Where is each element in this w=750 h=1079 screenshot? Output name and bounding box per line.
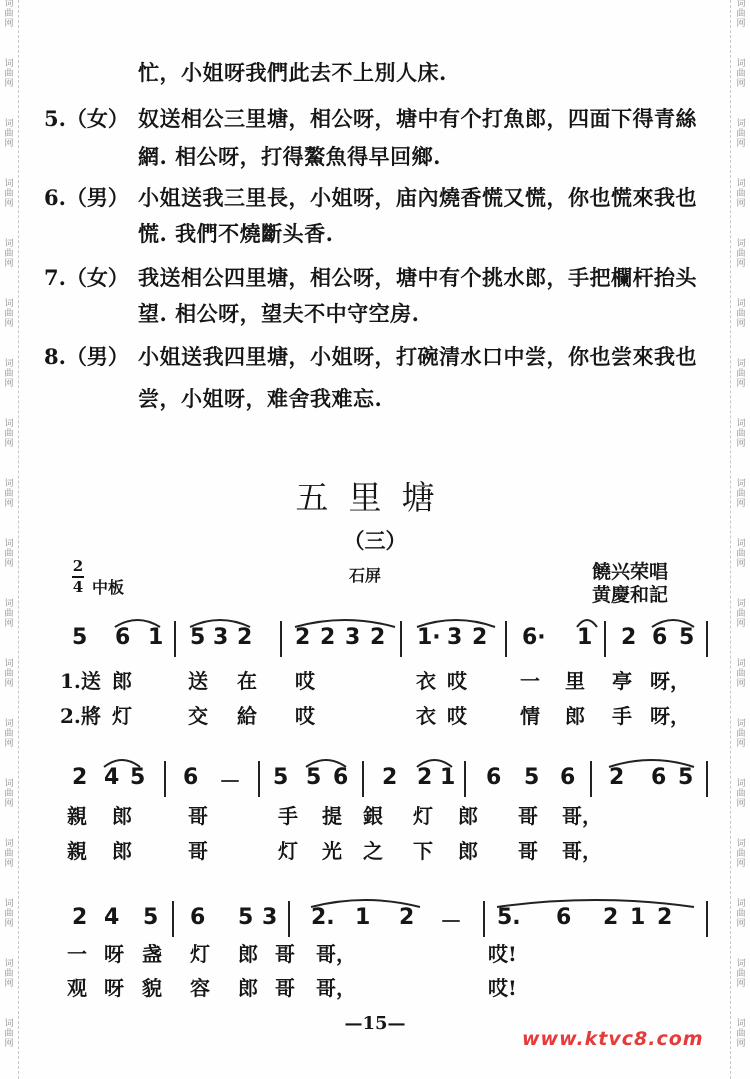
score-note: 2 <box>382 765 398 790</box>
score-lyric: 哎 <box>295 704 315 728</box>
score-lyric: 容 <box>190 976 210 1000</box>
score-note: 5 <box>678 765 694 790</box>
page-number: —15— <box>344 1013 406 1034</box>
slur <box>295 620 395 627</box>
score-lyric: 呀， <box>650 669 690 693</box>
slur <box>577 620 597 627</box>
score-lyric: 哎 <box>295 669 315 693</box>
side-watermark-text: 词 曲 网 <box>736 539 746 569</box>
score-lyric: 衣 <box>416 669 436 693</box>
side-watermark-text: 词 曲 网 <box>4 539 14 569</box>
side-watermark-text: 词 曲 网 <box>4 299 14 329</box>
side-watermark-text: 词 曲 网 <box>736 899 746 929</box>
score-lyric: 給 <box>237 704 257 728</box>
verse-line: 慌. 我們不燒斷头香. <box>138 221 334 246</box>
side-watermark-text: 词 曲 网 <box>4 179 14 209</box>
side-watermark-text: 词 曲 网 <box>4 899 14 929</box>
slur <box>609 760 694 767</box>
score-lyric: 郎 <box>112 669 132 693</box>
slur <box>306 760 346 767</box>
score-note: 6 <box>333 765 349 790</box>
score-lyric: 郎 <box>238 976 258 1000</box>
side-watermark-text: 词 曲 网 <box>736 59 746 89</box>
score-note: 5 <box>679 625 695 650</box>
score-lyric: 下 <box>413 839 433 863</box>
side-watermark-text: 词 曲 网 <box>736 239 746 269</box>
score-lyric: 哎! <box>488 976 517 1000</box>
score-note: 1 <box>148 625 164 650</box>
side-watermark-text: 词 曲 网 <box>4 959 14 989</box>
score-note: 1· <box>417 625 441 650</box>
score-note: 1 <box>355 905 371 930</box>
side-watermark-text: 词 曲 网 <box>4 419 14 449</box>
score-lyric: 哥 <box>188 804 208 828</box>
score-lyric: 灯 <box>413 804 433 828</box>
score-note: 6 <box>652 625 668 650</box>
score-lyric: 郎 <box>458 839 478 863</box>
score-lyric: 亭 <box>612 669 632 693</box>
side-watermark-text: 词 曲 网 <box>736 839 746 869</box>
score-lyric: 送 <box>188 669 208 693</box>
verse-line: 小姐送我三里長，小姐呀，庙內燒香慌又慌，你也慌來我也 <box>138 185 697 210</box>
score-note: 2 <box>237 625 253 650</box>
score-note: 6· <box>522 625 546 650</box>
score-note: 5 <box>273 765 289 790</box>
score-note: 5 <box>190 625 206 650</box>
verse-line: 忙，小姐呀我們此去不上別人床. <box>138 60 447 85</box>
side-watermark-text: 词 曲 网 <box>736 119 746 149</box>
side-watermark-text: 词 曲 网 <box>4 1019 14 1049</box>
score-note: 2 <box>417 765 433 790</box>
score-note: 2 <box>72 765 88 790</box>
score-lyric: 手 <box>278 804 298 828</box>
score-lyric: 哥 <box>275 976 295 1000</box>
score-lyric: 哥 <box>518 804 538 828</box>
score-lyric: 郎 <box>565 704 585 728</box>
score-lyric: 光 <box>322 839 342 863</box>
verse-number: 8.（男） <box>44 344 129 369</box>
verse-line: 小姐送我四里塘，小姐呀，打碗清水口中尝，你也尝來我也 <box>138 344 697 369</box>
singer: 饒兴荣唱 <box>592 561 669 583</box>
side-watermark-text: 词 曲 网 <box>4 599 14 629</box>
side-watermark-text: 词 曲 网 <box>736 299 746 329</box>
score-note: 4 <box>104 765 120 790</box>
side-watermark-text: 词 曲 网 <box>4 719 14 749</box>
side-watermark-text: 词 曲 网 <box>736 0 746 29</box>
score-lyric: 哥， <box>316 942 356 966</box>
score-note: 5 <box>306 765 322 790</box>
region: 石屏 <box>349 566 382 585</box>
score-note: 6 <box>115 625 131 650</box>
side-watermark-text: 词 曲 网 <box>736 1019 746 1049</box>
side-watermark-text: 词 曲 网 <box>736 659 746 689</box>
score-lyric: 灯 <box>278 839 298 863</box>
time-sig-top: 2 <box>72 557 84 575</box>
score-note: 1 <box>440 765 456 790</box>
side-watermark-text: 词 曲 网 <box>4 839 14 869</box>
slur <box>417 760 452 767</box>
score-note: 3 <box>345 625 361 650</box>
score-lyric: 2.將 <box>60 704 101 728</box>
score-lyric: 郎 <box>112 804 132 828</box>
verse-number: 7.（女） <box>44 265 129 290</box>
recorder: 黄慶和記 <box>592 584 669 606</box>
score-note: 2 <box>399 905 415 930</box>
score-lyric: 之 <box>363 839 383 863</box>
score-lyric: 呀 <box>104 976 124 1000</box>
verse-line: 望. 相公呀，望夫不中守空房. <box>138 301 420 326</box>
score-lyric: 呀， <box>650 704 690 728</box>
side-watermark-text: 词 曲 网 <box>736 779 746 809</box>
slur <box>652 620 694 627</box>
score-lyric: 一 <box>520 669 540 693</box>
score-note: 2 <box>609 765 625 790</box>
side-watermark-text: 词 曲 网 <box>4 239 14 269</box>
side-watermark-text: 词 曲 网 <box>736 479 746 509</box>
score-lyric: 郎 <box>458 804 478 828</box>
slur <box>417 620 495 627</box>
score-note: 3 <box>447 625 463 650</box>
score-lyric: 情 <box>520 704 540 728</box>
score-note: 6 <box>190 905 206 930</box>
side-watermark-text: 词 曲 网 <box>736 719 746 749</box>
score-note: 6 <box>560 765 576 790</box>
score-note: 5 <box>130 765 146 790</box>
score-note: 2. <box>311 905 335 930</box>
score-note: 5 <box>238 905 254 930</box>
score-note: 5 <box>143 905 159 930</box>
slur <box>115 620 160 627</box>
score-note: 1 <box>577 625 593 650</box>
score-lyric: 衣 <box>416 704 436 728</box>
score-note: 6 <box>486 765 502 790</box>
song-title: 五里塘 <box>295 478 455 517</box>
score-lyric: 哥， <box>562 839 602 863</box>
side-watermark-text: 词 曲 网 <box>736 959 746 989</box>
score-note: 2 <box>603 905 619 930</box>
score-note: 2 <box>295 625 311 650</box>
score-note: 2 <box>657 905 673 930</box>
score-lyric: 哎! <box>488 942 517 966</box>
score-lyric: 哎 <box>447 669 467 693</box>
score-note: 1 <box>630 905 646 930</box>
verse-number: 6.（男） <box>44 185 129 210</box>
score-lyric: 銀 <box>363 804 383 828</box>
score-note: 2 <box>472 625 488 650</box>
side-watermark-text: 词 曲 网 <box>736 179 746 209</box>
site-watermark: www.ktvc8.com <box>522 1028 704 1050</box>
score-note: 5. <box>497 905 521 930</box>
score-note: 3 <box>262 905 278 930</box>
side-watermark-text: 词 曲 网 <box>736 599 746 629</box>
time-sig-bottom: 4 <box>72 578 84 596</box>
verse-number: 5.（女） <box>44 106 129 131</box>
score-note: 2 <box>621 625 637 650</box>
side-watermark-text: 词 曲 网 <box>4 479 14 509</box>
score-lyric: 郎 <box>112 839 132 863</box>
side-watermark-text: 词 曲 网 <box>4 779 14 809</box>
score-note: 6 <box>651 765 667 790</box>
score-note: － <box>440 910 463 935</box>
side-watermark-text: 词 曲 网 <box>4 0 14 29</box>
score-lyric: 哥 <box>518 839 538 863</box>
side-watermark-text: 词 曲 网 <box>4 359 14 389</box>
score-lyric: 親 <box>67 804 87 828</box>
score-lyric: 哎 <box>447 704 467 728</box>
side-watermark-text: 词 曲 网 <box>4 119 14 149</box>
score-lyric: 提 <box>322 804 342 828</box>
score-note: 5 <box>72 625 88 650</box>
score-note: － <box>219 770 242 795</box>
slur <box>190 620 250 627</box>
score-lyric: 盏 <box>142 942 162 966</box>
verse-line: 網. 相公呀，打得鰲魚得早回鄉. <box>138 144 441 169</box>
verse-line: 奴送相公三里塘，相公呀，塘中有个打魚郎，四面下得青絲 <box>138 106 697 131</box>
score-note: 6 <box>183 765 199 790</box>
score-lyric: 在 <box>237 669 257 693</box>
score-lyric: 呀 <box>104 942 124 966</box>
score-lyric: 親 <box>67 839 87 863</box>
slur <box>311 900 420 907</box>
side-watermark-text: 词 曲 网 <box>4 59 14 89</box>
verse-line: 尝，小姐呀，难舍我难忘. <box>138 386 383 411</box>
score-note: 3 <box>213 625 229 650</box>
score-lyric: 哥 <box>275 942 295 966</box>
score-note: 2 <box>320 625 336 650</box>
score-lyric: 手 <box>612 704 632 728</box>
score-lyric: 观 <box>67 976 87 1000</box>
score-lyric: 灯 <box>190 942 210 966</box>
score-lyric: 灯 <box>112 704 132 728</box>
slur <box>497 900 694 907</box>
score-note: 4 <box>104 905 120 930</box>
score-lyric: 哥， <box>562 804 602 828</box>
score-lyric: 郎 <box>238 942 258 966</box>
score-note: 5 <box>524 765 540 790</box>
side-watermark-text: 词 曲 网 <box>736 359 746 389</box>
side-watermark-text: 词 曲 网 <box>4 659 14 689</box>
side-watermark-text: 词 曲 网 <box>736 419 746 449</box>
score-lyric: 一 <box>67 942 87 966</box>
score-lyric: 哥， <box>316 976 356 1000</box>
slur <box>104 760 140 767</box>
score-note: 2 <box>370 625 386 650</box>
song-number: （三） <box>343 528 407 553</box>
score-lyric: 哥 <box>188 839 208 863</box>
verse-line: 我送相公四里塘，相公呀，塘中有个挑水郎，手把欄杆抬头 <box>138 265 697 290</box>
score-note: 2 <box>72 905 88 930</box>
score-note: 6 <box>556 905 572 930</box>
score-lyric: 1.送 <box>60 669 101 693</box>
score-lyric: 交 <box>188 704 208 728</box>
score-lyric: 里 <box>565 669 585 693</box>
score-lyric: 貌 <box>142 976 162 1000</box>
tempo: 中板 <box>92 578 125 597</box>
